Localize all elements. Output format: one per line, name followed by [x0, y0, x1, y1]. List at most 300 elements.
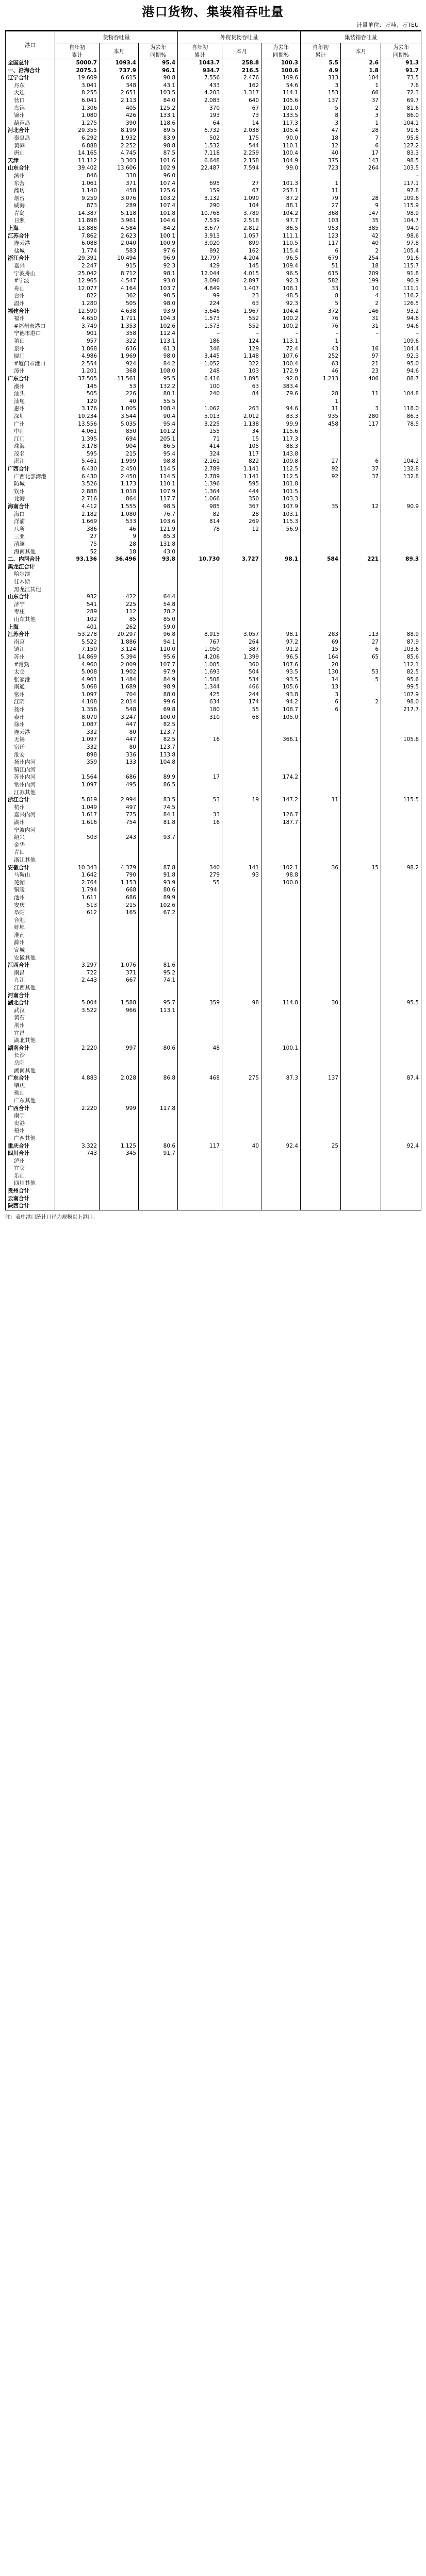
value-cell: 3.076 [100, 195, 139, 203]
value-cell: 385 [341, 225, 381, 232]
value-cell: 1.275 [55, 120, 100, 127]
value-cell: 4 [341, 292, 381, 300]
table-row [6, 894, 421, 902]
value-cell: 117 [341, 420, 381, 428]
value-cell: 767 [178, 638, 222, 646]
value-cell [341, 992, 381, 1000]
value-cell [222, 1187, 261, 1195]
value-cell: 103.7 [139, 285, 178, 293]
value-cell [222, 917, 261, 924]
table-row [6, 367, 421, 375]
value-cell [341, 939, 381, 947]
value-cell: 2.038 [222, 127, 261, 134]
value-cell [261, 962, 301, 969]
value-cell [100, 1014, 139, 1022]
value-cell: 67 [222, 187, 261, 195]
value-cell [381, 616, 421, 624]
value-cell: 155 [178, 428, 222, 435]
value-cell [139, 1180, 178, 1187]
value-cell: 5.004 [55, 999, 100, 1007]
value-cell: – [341, 330, 381, 338]
value-cell [55, 1135, 100, 1142]
value-cell: 668 [100, 886, 139, 894]
value-cell: 1 [301, 180, 341, 188]
value-cell: 92.3 [261, 277, 301, 285]
table-row [6, 345, 421, 353]
value-cell [301, 1067, 341, 1075]
value-cell: – [301, 330, 341, 338]
value-cell [341, 518, 381, 526]
value-cell: 6 [301, 698, 341, 706]
value-cell: 92.3 [261, 300, 301, 308]
value-cell [341, 999, 381, 1007]
port-name: 江苏合计 [6, 631, 55, 638]
value-cell: 12.590 [55, 308, 100, 315]
value-cell [381, 947, 421, 954]
header-cumulative-line2: 累计 [72, 52, 83, 58]
port-name: 辽宁合计 [6, 74, 55, 82]
value-cell: 104.3 [139, 315, 178, 323]
value-cell [341, 917, 381, 924]
value-cell [301, 1089, 341, 1097]
value-cell [301, 518, 341, 526]
table-row [6, 1150, 421, 1157]
table-row [6, 285, 421, 293]
value-cell: 174 [222, 698, 261, 706]
value-cell: 69 [301, 638, 341, 646]
value-cell [341, 766, 381, 774]
value-cell [178, 1135, 222, 1142]
value-cell [178, 548, 222, 556]
value-cell: 263 [222, 405, 261, 413]
value-cell [178, 789, 222, 797]
value-cell: 99.5 [381, 683, 421, 691]
value-cell: 1.895 [222, 375, 261, 383]
value-cell [341, 751, 381, 759]
value-cell [381, 1059, 421, 1067]
value-cell [301, 909, 341, 917]
value-cell: 199 [341, 277, 381, 285]
value-cell: 107.9 [261, 503, 301, 511]
value-cell [100, 1202, 139, 1210]
value-cell [341, 180, 381, 188]
value-cell [381, 871, 421, 879]
value-cell [261, 902, 301, 910]
value-cell [381, 1202, 421, 1210]
value-cell: 366.1 [261, 736, 301, 744]
value-cell [178, 1195, 222, 1203]
value-cell: 14.165 [55, 149, 100, 157]
value-cell [381, 849, 421, 856]
port-name: 中山 [6, 428, 55, 435]
value-cell: 131.8 [139, 541, 178, 548]
table-row [6, 1187, 421, 1195]
value-cell: 79.6 [261, 390, 301, 398]
header-container: 集装箱吞吐量 [301, 31, 421, 43]
value-cell [100, 1052, 139, 1059]
value-cell: 4.849 [178, 285, 222, 293]
value-cell [341, 1089, 381, 1097]
value-cell: 117.3 [261, 435, 301, 443]
value-cell: 3.297 [55, 962, 100, 969]
table-row [6, 601, 421, 609]
port-name: 漳州 [6, 367, 55, 375]
value-cell [55, 1202, 100, 1210]
value-cell: 112.5 [261, 473, 301, 481]
value-cell: 6.088 [55, 240, 100, 247]
table-row [6, 631, 421, 638]
value-cell: 42 [341, 232, 381, 240]
value-cell: 221 [341, 555, 381, 563]
value-cell: 368 [301, 210, 341, 217]
value-cell: 7.556 [178, 74, 222, 82]
value-cell: 91.2 [261, 646, 301, 653]
header-month [222, 43, 261, 59]
value-cell [381, 624, 421, 631]
table-row [6, 1142, 421, 1150]
value-cell: 425 [178, 691, 222, 699]
value-cell [261, 1105, 301, 1113]
value-cell: 2.518 [222, 217, 261, 225]
value-cell [381, 480, 421, 488]
port-name: 盘锦 [6, 105, 55, 112]
value-cell [341, 1180, 381, 1187]
value-cell [341, 683, 381, 691]
value-cell: 104.1 [381, 120, 421, 127]
port-name: 厦门 [6, 352, 55, 360]
value-cell [341, 1022, 381, 1030]
value-cell: 52 [55, 548, 100, 556]
port-name: 青岛 [6, 210, 55, 217]
value-cell: 8.199 [100, 127, 139, 134]
value-cell: 10.494 [100, 255, 139, 262]
table-row [6, 668, 421, 676]
port-name: 钦州 [6, 488, 55, 496]
header-yoy-line2: 同期% [393, 52, 409, 58]
value-cell: 1.588 [100, 999, 139, 1007]
value-cell [301, 736, 341, 744]
value-cell: 99.0 [261, 164, 301, 172]
value-cell [139, 789, 178, 797]
value-cell: 612 [55, 909, 100, 917]
value-cell: 39.402 [55, 164, 100, 172]
port-name: 宿迁 [6, 744, 55, 751]
value-cell: 6.041 [55, 97, 100, 105]
value-cell [178, 1007, 222, 1015]
table-row [6, 849, 421, 856]
value-cell: 111.1 [261, 232, 301, 240]
value-cell: 1.902 [100, 668, 139, 676]
value-cell [55, 1195, 100, 1203]
value-cell [301, 744, 341, 751]
value-cell [381, 601, 421, 609]
port-name: 清澜 [6, 541, 55, 548]
value-cell: 932 [55, 593, 100, 601]
table-body [6, 59, 421, 1210]
value-cell: 8.915 [178, 631, 222, 638]
value-cell [55, 1052, 100, 1059]
value-cell [178, 909, 222, 917]
table-row [6, 593, 421, 601]
value-cell [381, 804, 421, 812]
port-name: 东营 [6, 180, 55, 188]
value-cell [222, 570, 261, 578]
value-cell: 36 [301, 864, 341, 872]
value-cell: 4.061 [55, 428, 100, 435]
port-name: 泸州 [6, 1157, 55, 1165]
value-cell: 7.6 [381, 82, 421, 90]
value-cell: 103.2 [139, 195, 178, 203]
table-row [6, 352, 421, 360]
value-cell [100, 992, 139, 1000]
table-row [6, 736, 421, 744]
value-cell: 47 [301, 127, 341, 134]
value-cell [381, 518, 421, 526]
value-cell [261, 766, 301, 774]
value-cell: 107.7 [139, 661, 178, 669]
value-cell: 94.0 [381, 225, 421, 232]
value-cell: 92 [301, 465, 341, 473]
value-cell: 92.4 [261, 1142, 301, 1150]
value-cell [301, 751, 341, 759]
value-cell: 225 [100, 601, 139, 609]
value-cell: 3.445 [178, 352, 222, 360]
port-name: 潮州 [6, 383, 55, 391]
value-cell: 17 [178, 773, 222, 781]
value-cell [341, 526, 381, 533]
port-name: 滨州 [6, 172, 55, 180]
value-cell: 91.6 [381, 255, 421, 262]
value-cell: 130 [301, 668, 341, 676]
value-cell: 96.1 [139, 67, 178, 75]
value-cell [222, 759, 261, 766]
value-cell: 8.712 [100, 270, 139, 278]
value-cell: 505 [100, 300, 139, 308]
value-cell: 3.913 [178, 232, 222, 240]
value-cell: 3.176 [55, 405, 100, 413]
value-cell: 722 [55, 969, 100, 977]
value-cell: 904 [100, 443, 139, 450]
value-cell: 1.076 [100, 962, 139, 969]
value-cell [341, 563, 381, 571]
value-cell: 84.2 [139, 360, 178, 368]
value-cell: 28 [341, 127, 381, 134]
value-cell: 667 [100, 976, 139, 984]
value-cell [222, 849, 261, 856]
value-cell [55, 827, 100, 834]
value-cell: 110.0 [139, 646, 178, 653]
value-cell: 513 [55, 902, 100, 910]
value-cell: 11 [341, 390, 381, 398]
value-cell: 503 [55, 834, 100, 841]
value-cell [178, 1022, 222, 1030]
value-cell: 4.203 [178, 89, 222, 97]
value-cell: 107.4 [139, 202, 178, 210]
value-cell [301, 917, 341, 924]
value-cell [301, 1187, 341, 1195]
value-cell [341, 1142, 381, 1150]
value-cell: 59.0 [139, 624, 178, 631]
value-cell [381, 962, 421, 969]
value-cell [55, 1030, 100, 1037]
value-cell [139, 1059, 178, 1067]
value-cell [139, 939, 178, 947]
port-name: 宜昌 [6, 1030, 55, 1037]
value-cell: 116.2 [381, 292, 421, 300]
value-cell: 3.749 [55, 323, 100, 330]
value-cell [381, 1089, 421, 1097]
value-cell [301, 924, 341, 932]
value-cell: 53 [341, 668, 381, 676]
port-name: 池州 [6, 894, 55, 902]
value-cell [261, 827, 301, 834]
port-name: #宁波 [6, 277, 55, 285]
value-cell: 1.005 [100, 405, 139, 413]
value-cell: 386 [55, 526, 100, 533]
value-cell [261, 976, 301, 984]
value-cell [139, 1202, 178, 1210]
value-cell: 790 [100, 871, 139, 879]
table-row [6, 480, 421, 488]
value-cell: 100.4 [261, 360, 301, 368]
value-cell [55, 984, 100, 992]
value-cell [301, 969, 341, 977]
value-cell: 264 [341, 164, 381, 172]
value-cell: 21 [341, 360, 381, 368]
value-cell: 723 [301, 164, 341, 172]
value-cell: 102.6 [139, 902, 178, 910]
value-cell [381, 1120, 421, 1127]
value-cell: 112 [100, 608, 139, 616]
value-cell: 96.5 [261, 653, 301, 661]
port-name: 江阴 [6, 698, 55, 706]
value-cell: 117.3 [261, 120, 301, 127]
value-cell: 31 [341, 315, 381, 323]
port-name: 四川合计 [6, 1150, 55, 1157]
value-cell: 2.994 [100, 796, 139, 804]
value-cell: 390 [100, 120, 139, 127]
value-cell: 1 [341, 82, 381, 90]
port-name: 湛江 [6, 458, 55, 465]
value-cell: 91.8 [381, 270, 421, 278]
value-cell [100, 578, 139, 586]
value-cell: 3.225 [178, 420, 222, 428]
port-name: 南昌 [6, 969, 55, 977]
value-cell [139, 578, 178, 586]
port-name: 青田 [6, 849, 55, 856]
header-month [100, 43, 139, 59]
value-cell: 98.1 [261, 631, 301, 638]
port-name: 汕头 [6, 390, 55, 398]
value-cell [100, 954, 139, 962]
port-name: #常熟 [6, 661, 55, 669]
value-cell [301, 939, 341, 947]
value-cell [261, 570, 301, 578]
table-row [6, 383, 421, 391]
value-cell: 115.4 [261, 247, 301, 255]
value-cell [341, 428, 381, 435]
value-cell [341, 1202, 381, 1210]
value-cell: 1.213 [301, 375, 341, 383]
value-cell: 346 [178, 345, 222, 353]
value-cell [222, 721, 261, 729]
value-cell: 40 [301, 149, 341, 157]
value-cell [381, 744, 421, 751]
value-cell: 105 [222, 443, 261, 450]
value-cell: 118.0 [381, 405, 421, 413]
value-cell: 115.5 [381, 796, 421, 804]
table-row [6, 999, 421, 1007]
value-cell: 3.789 [222, 210, 261, 217]
value-cell [222, 541, 261, 548]
value-cell [381, 383, 421, 391]
value-cell: 12 [301, 142, 341, 150]
value-cell [261, 751, 301, 759]
table-row [6, 292, 421, 300]
value-cell: 97.8 [381, 187, 421, 195]
port-name: 泰州 [6, 714, 55, 721]
value-cell: 89.3 [381, 555, 421, 563]
value-cell [55, 1082, 100, 1090]
value-cell [55, 924, 100, 932]
value-cell [261, 1059, 301, 1067]
value-cell [381, 450, 421, 458]
value-cell [178, 533, 222, 541]
value-cell: 8.070 [55, 714, 100, 721]
value-cell: 864 [100, 495, 139, 503]
table-row [6, 1127, 421, 1135]
value-cell: 27 [341, 638, 381, 646]
value-cell [341, 541, 381, 548]
value-cell: 76 [301, 323, 341, 330]
value-cell: 88.9 [381, 631, 421, 638]
value-cell: 1.642 [55, 871, 100, 879]
table-row [6, 976, 421, 984]
value-cell [178, 932, 222, 939]
value-cell: 4.9 [301, 67, 341, 75]
value-cell [301, 894, 341, 902]
value-cell [301, 1022, 341, 1030]
value-cell: 112.1 [381, 661, 421, 669]
value-cell: 226 [100, 390, 139, 398]
value-cell: 1.868 [55, 345, 100, 353]
value-cell: 86.5 [139, 781, 178, 789]
value-cell [261, 992, 301, 1000]
value-cell: 66 [341, 89, 381, 97]
value-cell [341, 773, 381, 781]
value-cell [341, 495, 381, 503]
value-cell [261, 759, 301, 766]
value-cell: 258.8 [222, 59, 261, 67]
value-cell: 15 [341, 864, 381, 872]
value-cell: 3 [301, 120, 341, 127]
value-cell [222, 902, 261, 910]
value-cell [55, 1157, 100, 1165]
value-cell: 88.0 [139, 691, 178, 699]
value-cell: 582 [301, 277, 341, 285]
value-cell [222, 1037, 261, 1045]
throughput-table [5, 31, 421, 1210]
value-cell: 3.020 [178, 240, 222, 247]
value-cell: 85.6 [381, 653, 421, 661]
port-name: 江西其他 [6, 984, 55, 992]
value-cell [301, 616, 341, 624]
port-name: 台州 [6, 292, 55, 300]
header-yoy-line1: 为去年 [150, 44, 167, 50]
value-cell: 4.412 [55, 503, 100, 511]
value-cell: 595 [55, 450, 100, 458]
value-cell: 97.6 [139, 247, 178, 255]
